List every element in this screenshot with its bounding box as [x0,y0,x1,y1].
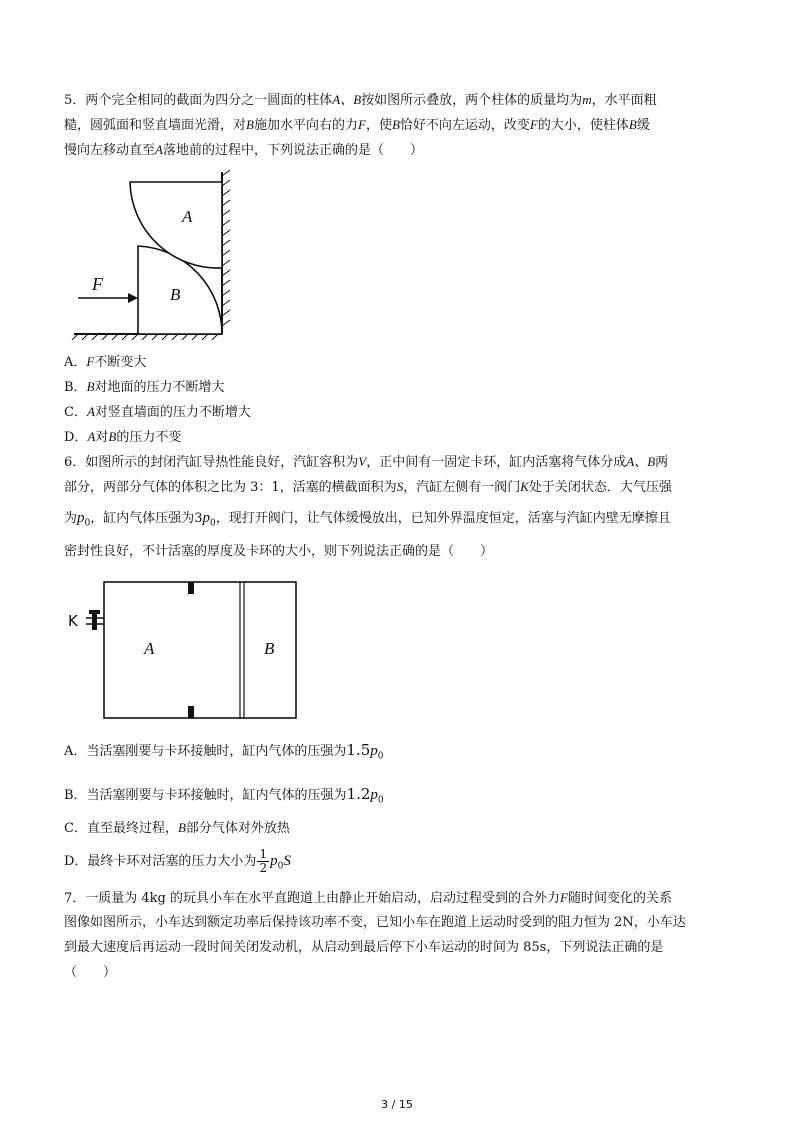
q6-line-2: 部分，两部分气体的体积之比为 3：1，活塞的横截面积为S，汽缸左侧有一阀门K处于关闭状态．大气压强 [64,479,672,495]
q5-line-2: 糙，圆弧面和竖直墙面光滑，对B施加水平向右的力F，使B恰好不向左运动，改变F的大小，使柱体B缓 [64,117,650,133]
q5-line-1: 5．两个完全相同的截面为四分之一圆面的柱体A、B按如图所示叠放，两个柱体的质量均为m，水平面粗 [64,92,657,108]
q6-label-b: B [264,639,275,658]
q6-option-c[interactable]: C．直至最终过程，B部分气体对外放热 [64,820,290,836]
q7-line-4: （ ） [64,965,117,980]
q6-option-a[interactable]: A．当活塞刚要与卡环接触时，缸内气体的压强为$1.5p_0$ [64,741,384,762]
q6-line-4: 密封性良好，不计活塞的厚度及卡环的大小，则下列说法正确的是（ ） [64,544,494,559]
q5-figure [70,168,240,340]
q5-label-f: F [92,274,103,294]
q5-option-a[interactable]: A．F不断变大 [64,354,147,370]
q7-line-2: 图像如图所示，小车达到额定功率后保持该功率不变，已知小车在跑道上运动时受到的阻力恒为 2N，小车达 [64,915,686,930]
q5-option-d[interactable]: D．A对B的压力不变 [64,429,182,445]
q6-label-a: A [144,639,155,658]
q6-option-d[interactable]: D．最终卡环对活塞的压力大小为 $\frac{1}{2}$ $p_0S$ [64,847,291,875]
fraction-half: $\frac{1}{2}$ [259,847,268,875]
q5-label-b: B [170,285,181,304]
q6-option-b[interactable]: B．当活塞刚要与卡环接触时，缸内气体的压强为$1.2p_0$ [64,785,384,806]
q6-label-k: K [68,612,78,630]
q7-line-3: 到最大速度后再运动一段时间关闭发动机，从启动到最后停下小车运动的时间为 85s，下列说法正确的是 [64,940,664,955]
page-number: 3 / 15 [381,1098,413,1111]
q5-line-3: 慢向左移动直至A落地前的过程中，下列说法正确的是（ ） [64,142,423,158]
q5-option-c[interactable]: C．A对竖直墙面的压力不断增大 [64,404,251,420]
q6-figure [64,578,304,724]
q6-line-1: 6．如图所示的封闭汽缸导热性能良好，汽缸容积为V，正中间有一固定卡环，缸内活塞将气体分成A、B两 [64,454,669,470]
q7-line-1: 7．一质量为 4kg 的玩具小车在水平直跑道上由静止开始启动，启动过程受到的合外力F随时间变化的关系 [64,890,672,906]
q5-label-a: A [182,207,193,226]
q5-option-b[interactable]: B．B对地面的压力不断增大 [64,379,225,395]
q6-line-3: 为$p_0$，缸内气体压强为$3p_0$，现打开阀门，让气体缓慢放出，已知外界温度恒定，活塞与汽缸内壁无摩擦且 [64,510,671,529]
